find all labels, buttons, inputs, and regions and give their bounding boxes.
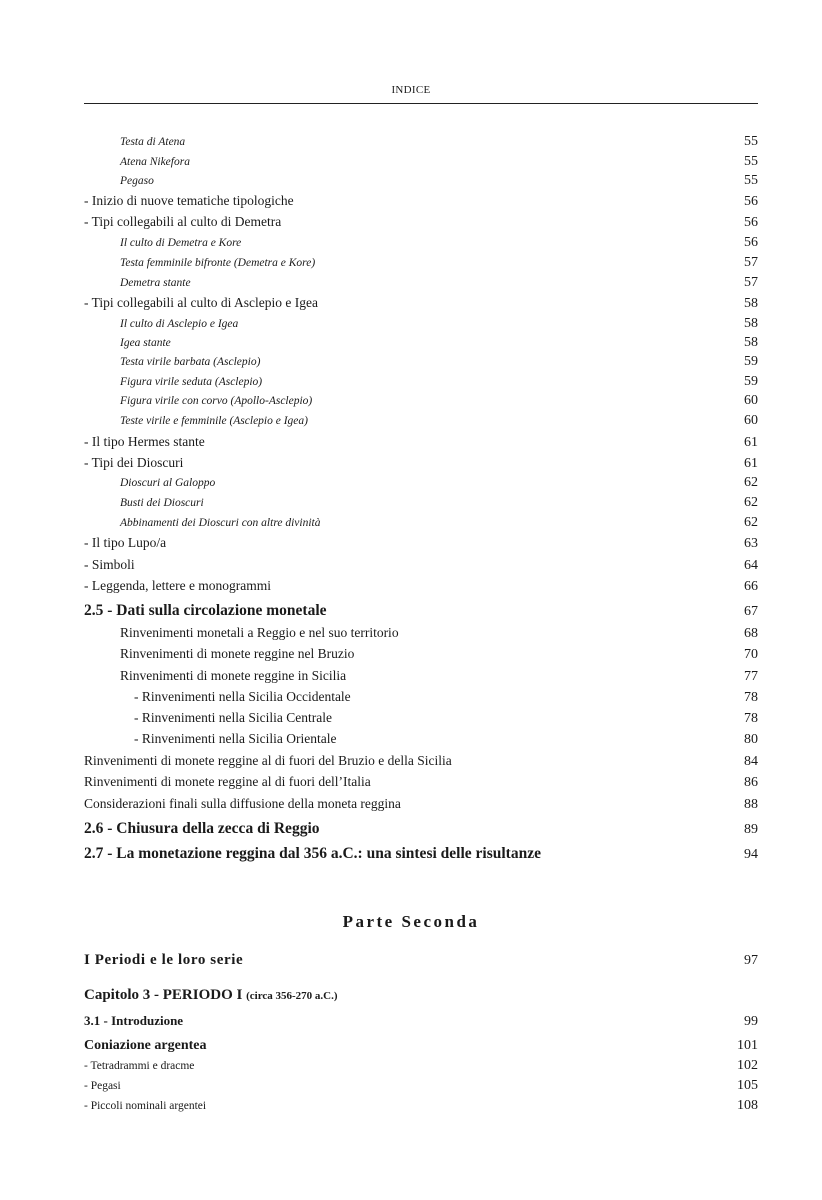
toc-entry-title: Dioscuri al Galoppo	[120, 477, 216, 489]
toc-entry-title: Rinvenimenti di monete reggine in Sicilia	[120, 668, 347, 683]
toc-entry	[84, 535, 758, 552]
toc-entry	[84, 475, 758, 491]
toc-entry-page: 101	[737, 1038, 758, 1053]
toc-entry-title: Considerazioni finali sulla diffusione della moneta reggina	[84, 796, 401, 811]
toc-entry-title: Demetra stante	[120, 277, 191, 289]
toc-entry	[84, 393, 758, 409]
toc-section-heading	[84, 602, 758, 620]
toc-entry	[84, 193, 758, 210]
toc-entry	[84, 214, 758, 231]
toc-entry	[84, 689, 758, 706]
toc-entry-page: 80	[744, 732, 758, 747]
toc-entry-page: 60	[744, 393, 758, 408]
toc-entry-title: - Il tipo Lupo/a	[84, 535, 167, 550]
toc-entry-page: 56	[744, 194, 758, 209]
toc-entry-page: 88	[744, 797, 758, 812]
toc-entry-title: Rinvenimenti di monete reggine al di fuori del Bruzio e della Sicilia	[84, 753, 452, 768]
toc-part-heading	[84, 952, 758, 969]
toc-entry	[84, 578, 758, 595]
chapter-title-text: Capitolo 3 - PERIODO I	[84, 987, 243, 1003]
toc-entry	[84, 134, 758, 150]
toc-entry-title: - Rinvenimenti nella Sicilia Occidentale	[134, 689, 351, 704]
toc-entry-page: 61	[744, 456, 758, 471]
toc-entry	[84, 354, 758, 370]
toc-entry-page: 77	[744, 669, 758, 684]
toc-entry-title: Rinvenimenti monetali a Reggio e nel suo territorio	[120, 625, 399, 640]
toc-entry-page: 57	[744, 255, 758, 270]
toc-entry	[84, 335, 758, 351]
toc-entry-title: 2.7 - La monetazione reggina dal 356 a.C.: una sintesi delle risultanze	[84, 845, 541, 862]
toc-entry	[84, 625, 758, 642]
toc-entry-page: 56	[744, 215, 758, 230]
toc-entry-page: 84	[744, 754, 758, 769]
toc-entry-page: 62	[744, 475, 758, 490]
toc-entry-title: Teste virile e femminile (Asclepio e Igea)	[120, 415, 308, 427]
toc-entry-page: 89	[744, 822, 758, 837]
toc-entry-title: - Il tipo Hermes stante	[84, 434, 205, 449]
toc-entry-page: 68	[744, 626, 758, 641]
toc-entry	[84, 275, 758, 291]
toc-entry	[84, 1058, 758, 1074]
toc-entry	[84, 295, 758, 312]
toc-entry-title: - Tipi dei Dioscuri	[84, 455, 184, 470]
toc-entry	[84, 255, 758, 271]
toc-entry	[84, 434, 758, 451]
toc-entry-title: - Pegasi	[84, 1080, 121, 1092]
toc-entry	[84, 316, 758, 332]
toc-entry	[84, 515, 758, 531]
toc-entry-page: 56	[744, 235, 758, 250]
toc-entry-page: 78	[744, 711, 758, 726]
toc-entry-title: Pegaso	[120, 175, 154, 187]
toc-entry-title: Abbinamenti dei Dioscuri con altre divinità	[120, 517, 321, 529]
toc-entry-page: 99	[744, 1014, 758, 1029]
toc-entry-page: 57	[744, 275, 758, 290]
toc-entry-page: 59	[744, 354, 758, 369]
toc-section-heading	[84, 1038, 758, 1054]
toc-entry	[84, 495, 758, 511]
toc-entry	[84, 557, 758, 574]
toc-entry-title: Figura virile con corvo (Apollo-Asclepio)	[120, 395, 313, 407]
toc-entry	[84, 774, 758, 791]
toc-entry-page: 55	[744, 134, 758, 149]
toc-entry	[84, 413, 758, 429]
toc-entry-page: 67	[744, 604, 758, 619]
toc-entry	[84, 374, 758, 390]
running-header: INDICE	[391, 84, 431, 96]
toc-entry	[84, 796, 758, 813]
toc-entry	[84, 753, 758, 770]
toc-entry-title: Atena Nikefora	[120, 156, 190, 168]
toc-entry-page: 55	[744, 154, 758, 169]
toc-entry	[84, 1078, 758, 1094]
toc-entry-title: Coniazione argentea	[84, 1038, 207, 1053]
toc-entry	[84, 173, 758, 189]
toc-entry-title: Busti dei Dioscuri	[120, 497, 204, 509]
toc-entry-title: 2.5 - Dati sulla circolazione monetale	[84, 602, 327, 619]
toc-entry-page: 70	[744, 647, 758, 662]
toc-entry-title: 2.6 - Chiusura della zecca di Reggio	[84, 820, 320, 837]
toc-entry	[84, 668, 758, 685]
toc-entry-title: 3.1 - Introduzione	[84, 1013, 184, 1028]
toc-entry-title: - Piccoli nominali argentei	[84, 1100, 207, 1112]
toc-entry-page: 105	[737, 1078, 758, 1093]
toc-entry-page: 62	[744, 515, 758, 530]
toc-entry-title: - Simboli	[84, 557, 135, 572]
toc-entry-page: 64	[744, 558, 758, 573]
toc-entry-title: - Tetradrammi e dracme	[84, 1060, 195, 1072]
toc-entry-page: 58	[744, 296, 758, 311]
toc-entry-page: 61	[744, 435, 758, 450]
toc-entry-title: Igea stante	[120, 337, 171, 349]
toc-entry-page: 58	[744, 316, 758, 331]
toc-entry-title: Testa di Atena	[120, 136, 186, 148]
toc-entry-title: - Tipi collegabili al culto di Asclepio e Igea	[84, 295, 318, 310]
toc-entry-title: Rinvenimenti di monete reggine nel Bruzio	[120, 646, 355, 661]
toc-entry-page: 55	[744, 173, 758, 188]
toc-entry	[84, 455, 758, 472]
toc-section-heading	[84, 820, 758, 838]
toc-chapter-heading	[84, 987, 758, 1004]
toc-entry-title: Testa virile barbata (Asclepio)	[120, 356, 261, 368]
toc-entry-title: - Rinvenimenti nella Sicilia Orientale	[134, 731, 337, 746]
part-title: Parte Seconda	[342, 912, 480, 931]
toc-entry-title: Il culto di Asclepio e Igea	[120, 318, 239, 330]
toc-entry-page: 63	[744, 536, 758, 551]
toc-entry-page: 60	[744, 413, 758, 428]
toc-entry	[84, 710, 758, 727]
toc-entry-title: - Inizio di nuove tematiche tipologiche	[84, 193, 294, 208]
toc-entry-title: Rinvenimenti di monete reggine al di fuori dell’Italia	[84, 774, 371, 789]
toc-entry	[84, 235, 758, 251]
toc-entry	[84, 1098, 758, 1114]
chapter-date-range: (circa 356-270 a.C.)	[246, 990, 338, 1002]
toc-section-heading	[84, 1013, 758, 1030]
toc-entry-title: - Rinvenimenti nella Sicilia Centrale	[134, 710, 332, 725]
toc-section-heading	[84, 845, 758, 863]
toc-entry-title: Testa femminile bifronte (Demetra e Kore)	[120, 257, 316, 269]
toc-entry-page: 58	[744, 335, 758, 350]
header-rule	[84, 103, 758, 104]
toc-entry-page: 86	[744, 775, 758, 790]
toc-entry-title: I Periodi e le loro serie	[84, 952, 244, 968]
toc-entry-page: 78	[744, 690, 758, 705]
toc-entry-title: Figura virile seduta (Asclepio)	[120, 376, 263, 388]
toc-entry-page: 66	[744, 579, 758, 594]
toc-entry	[84, 154, 758, 170]
toc-entry	[84, 646, 758, 663]
toc-entry	[84, 731, 758, 748]
toc-entry-page: 97	[744, 953, 758, 968]
toc-entry-title: - Leggenda, lettere e monogrammi	[84, 578, 272, 593]
toc-entry-page: 94	[744, 847, 758, 862]
toc-entry-page: 59	[744, 374, 758, 389]
toc-entry-title: Il culto di Demetra e Kore	[120, 237, 242, 249]
toc-entry-page: 108	[737, 1098, 758, 1113]
toc-entry-page: 62	[744, 495, 758, 510]
toc-chapter-title	[84, 987, 758, 1004]
toc-entry-page: 102	[737, 1058, 758, 1073]
toc-entry-title: - Tipi collegabili al culto di Demetra	[84, 214, 282, 229]
